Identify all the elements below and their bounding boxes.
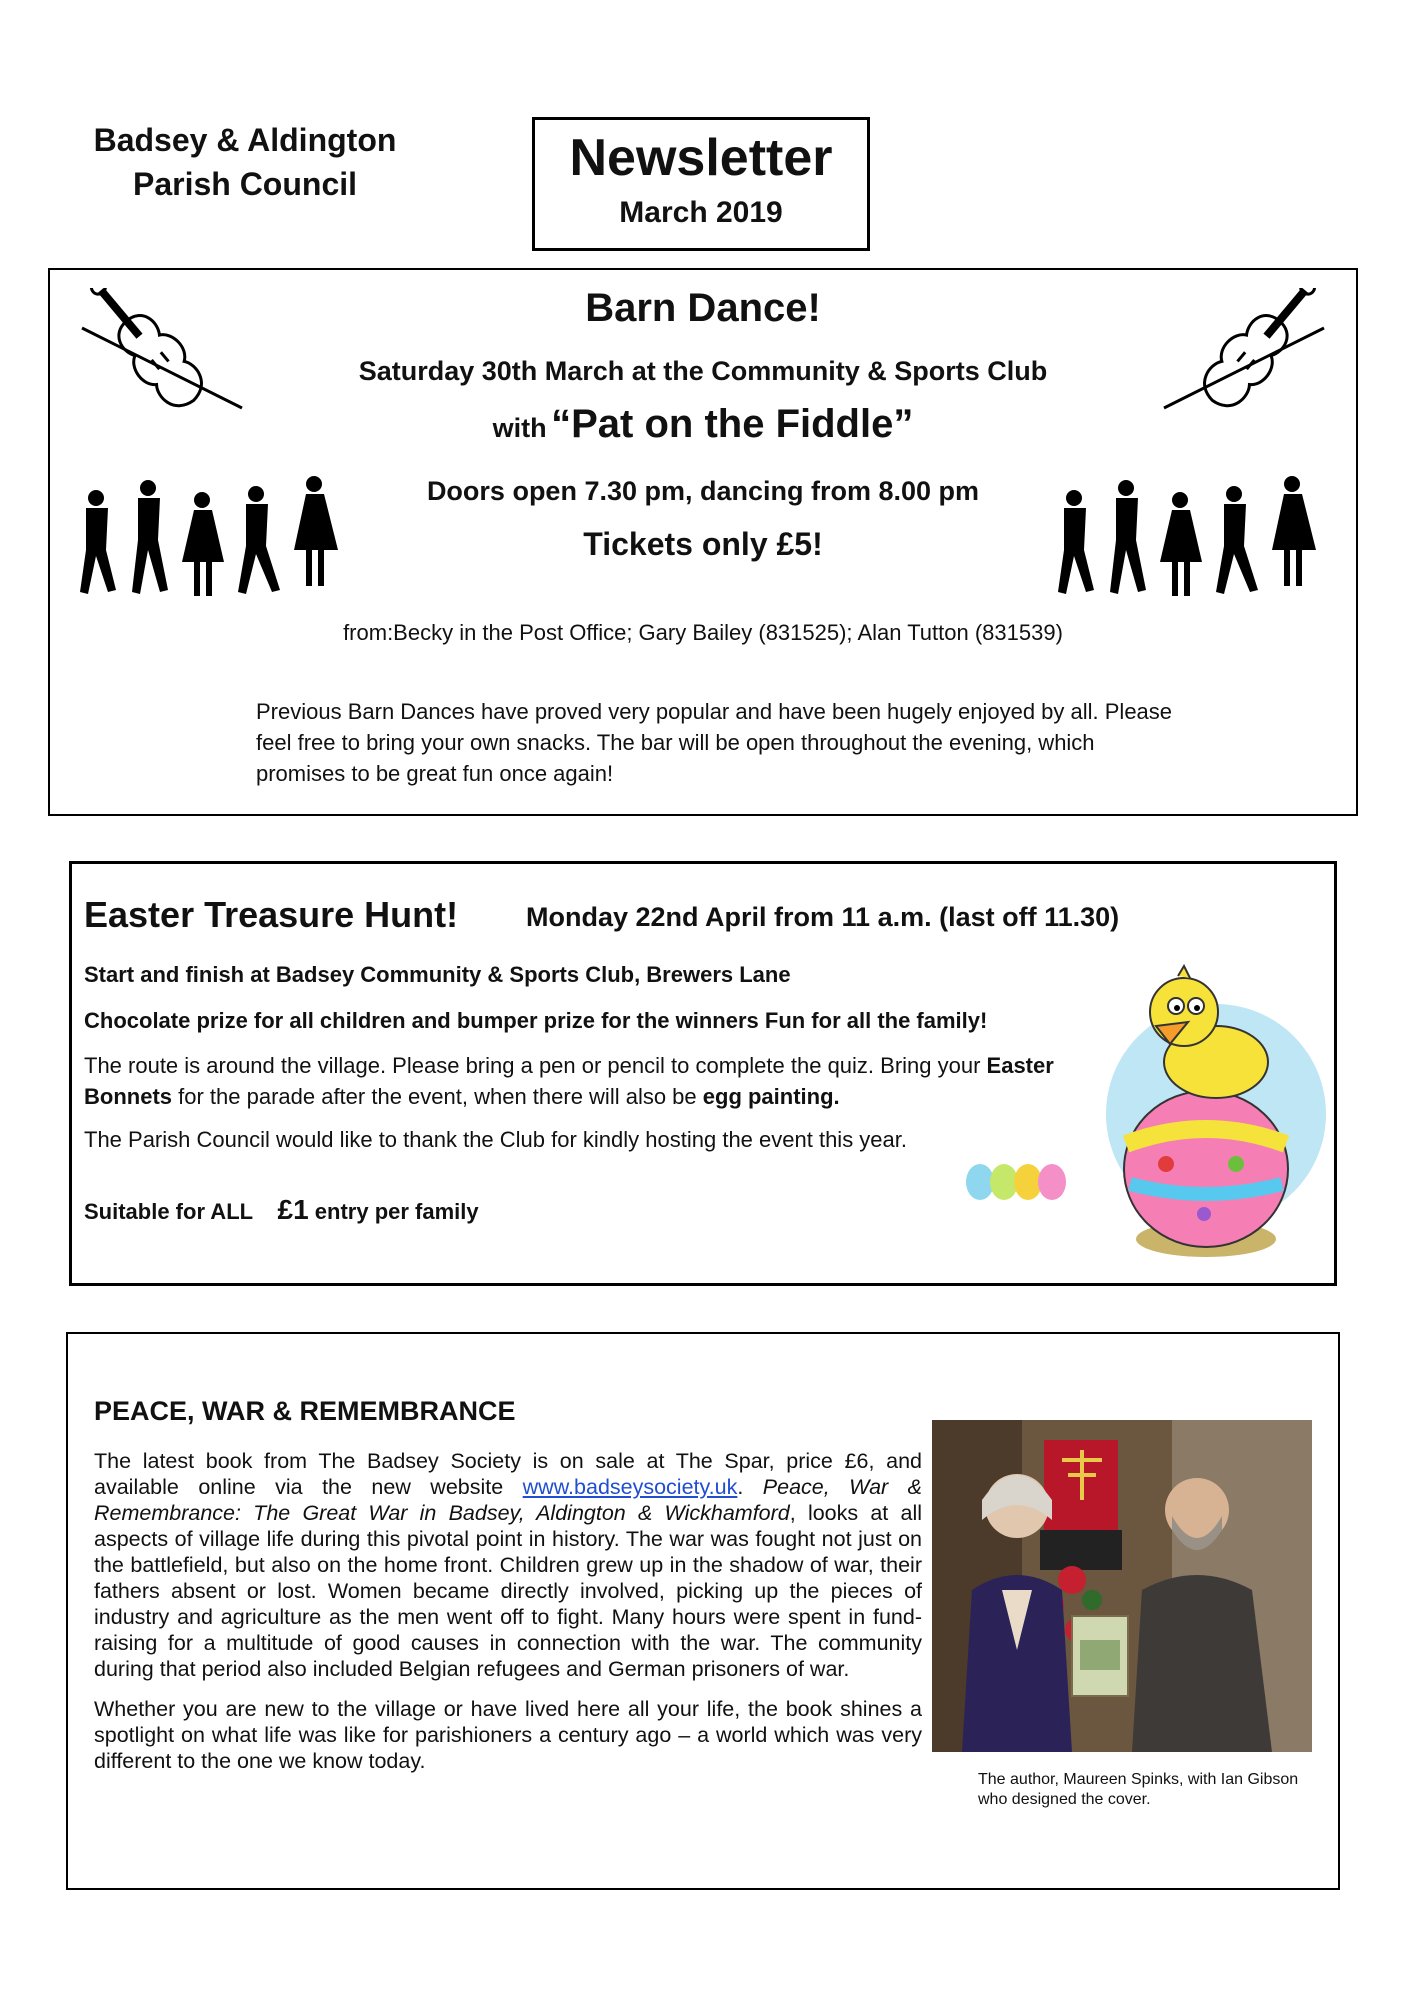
author-photo <box>932 1420 1312 1752</box>
badsey-society-link[interactable]: www.badseysociety.uk <box>522 1475 738 1499</box>
newsletter-date: March 2019 <box>619 196 783 229</box>
easter-hunt-section <box>69 861 1337 1286</box>
easter-hunt-thanks: The Parish Council would like to thank the Club for kindly hosting the event this year. <box>84 1127 908 1152</box>
easter-hunt-route <box>84 1050 1084 1112</box>
peace-war-section <box>66 1332 1340 1890</box>
barn-dance-description: Previous Barn Dances have proved very popular and have been hugely enjoyed by all. Please feel free to bring your own snacks. The bar will be open throughout the evening, which promises to be great fun once again! <box>256 699 1173 786</box>
barn-dance-tickets: Tickets only £5! <box>583 526 823 562</box>
peace-war-heading: PEACE, WAR & REMEMBRANCE <box>94 1396 516 1426</box>
route-text-2: for the parade after the event, when there will also be <box>172 1084 703 1109</box>
book-title: Peace, War & Remembrance: The Great War in Badsey, Aldington & Wickhamford <box>94 1475 922 1525</box>
barn-dance-act <box>50 402 1356 447</box>
newsletter-title: Newsletter <box>569 129 833 187</box>
barn-dance-doors: Doors open 7.30 pm, dancing from 8.00 pm <box>426 476 980 506</box>
barn-dance-subtitle: Saturday 30th March at the Community & Sports Club <box>358 356 1048 386</box>
peace-war-body <box>94 1448 922 1788</box>
egg-painting-text: egg painting. <box>702 1084 840 1109</box>
with-prefix: with <box>492 413 547 443</box>
act-name: “Pat on the Fiddle” <box>551 402 914 446</box>
barn-dance-section <box>48 268 1358 816</box>
suitable-text: Suitable for ALL <box>84 1199 254 1224</box>
paragraph-text: , looks at all aspects of village life during this pivotal point in history. The war was fought not just on the battlefield, but also on the home front. Children grew up in the shadow of war, their fathers absent or lost. Women became directly involved, picking up the pieces of industry and agriculture as the men went off to fight. Many hours were spent in fund-raising for a multitude of good causes in connection with the war. The community during that period also included Belgian refugees and German prisoners of war. <box>94 1501 922 1681</box>
easter-hunt-title: Easter Treasure Hunt! <box>84 894 459 935</box>
newsletter-title-box <box>532 117 870 251</box>
council-line-2: Parish Council <box>132 166 358 202</box>
easter-hunt-date: Monday 22nd April from 11 a.m. (last off 11.30) <box>526 902 1120 932</box>
council-line-1: Badsey & Aldington <box>93 122 397 158</box>
entry-amount: £1 <box>277 1194 309 1225</box>
route-text: The route is around the village. Please bring a pen or pencil to complete the quiz. Bring your <box>84 1053 987 1078</box>
easter-hunt-prizes: Chocolate prize for all children and bumper prize for the winners Fun for all the family! <box>84 1008 988 1033</box>
peace-war-paragraph-1 <box>94 1448 922 1682</box>
paragraph-text: . <box>737 1475 763 1499</box>
easter-hunt-start: Start and finish at Badsey Community & Sports Club, Brewers Lane <box>84 962 791 987</box>
easter-bonnets-text: Easter Bonnets <box>84 1053 1054 1109</box>
council-name <box>60 118 430 206</box>
paragraph-text: The latest book from The Badsey Society is on sale at The Spar, price £6, and available online via the new website <box>94 1449 922 1499</box>
barn-dance-title: Barn Dance! <box>585 286 821 330</box>
peace-war-paragraph-2: Whether you are new to the village or have lived here all your life, the book shines a spotlight on what life was like for parishioners a century ago – a world which was very different to the one we know today. <box>94 1697 922 1773</box>
chick-on-egg-icon <box>1086 964 1326 1264</box>
easter-eggs-icon <box>960 1156 1070 1206</box>
entry-text: entry per family <box>308 1199 479 1224</box>
photo-caption: The author, Maureen Spinks, with Ian Gibson who designed the cover. <box>978 1771 1299 1808</box>
ticket-sellers: from:Becky in the Post Office; Gary Bailey (831525); Alan Tutton (831539) <box>343 620 1063 645</box>
easter-hunt-entry <box>84 1194 479 1227</box>
